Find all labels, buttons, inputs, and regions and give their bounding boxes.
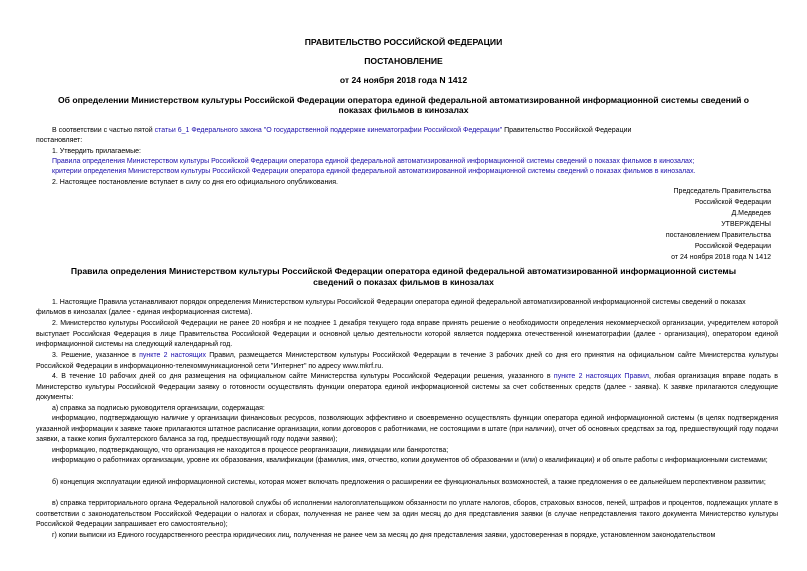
rules-p3: [36, 351, 778, 372]
intro-text-start: В соответствии с частью пятой: [52, 127, 155, 134]
rules-title-line1: Правила определения Министерством культуры Российской Федерации оператора единой федеральной автоматизированной информационной системы: [70, 266, 737, 276]
p3-text-end: Правил, размещается Министерством культуры Российской Федерации в течение 3 рабочих дней со дня его принятия на официальном сайте Министерства культуры Российской Федерации в информационно-телекоммуникационной сети "Интернет" по адресу www.mkrf.ru.: [36, 352, 778, 370]
criteria-link[interactable]: критерии определения Министерством культуры Российской Федерации оператора единой федеральной автоматизированной информационной системы сведений о показах фильмов в кинозалах.: [52, 168, 696, 175]
intro-line2: постановляет:: [36, 137, 83, 144]
rules-item-g: г) копии выписки из Единого государственного реестра юридических лиц, полученная не ранее чем за месяц до дня представления заявки, удостоверенная в порядке, установленном законодательством: [52, 532, 716, 539]
document-title-line2: показах фильмов в кинозалах: [338, 105, 469, 115]
p4-point2-link[interactable]: пункте 2 настоящих Правил: [553, 373, 649, 380]
rules-item-v: в) справка территориального органа Федеральной налоговой службы об исполнении налогоплательщиком обязанности по уплате налогов, сборов, страховых взносов, пеней, штрафов и процентов, подлежащих уплате в соответствии с законодательством Российской Федерации о налогах и сборах, полученная не ранее чем за один месяц до дня представления заявки (в случае непредставления такого документа Министерство культуры Российской Федерации запрашивает его самостоятельно);: [36, 500, 778, 529]
approval-line3: Российской Федерации: [694, 243, 771, 250]
rules-item-a3: информацию о работниках организации, уровне их образования, квалификации (фамилия, имя, отчество, копии документов об образовании и (или) о квалификации) и об опыте работы с информационными системами;: [52, 457, 768, 464]
p3-text-start: 3. Решение, указанное в: [52, 352, 140, 359]
rules-item-a: а) справка за подписью руководителя организации, содержащая:: [52, 405, 265, 412]
approval-line2: постановлением Правительства: [665, 232, 771, 239]
p4-text-start: 4. В течение 10 рабочих дней со дня размещения на официальном сайте Министерства культуры Российской Федерации решения, указанного в: [52, 373, 554, 380]
p4-text-end: , любая организация вправе подать в Министерство культуры Российской Федерации заявку о готовности осуществлять функции оператора единой информационной системы за счет собственных средств (далее - заявка). К заявке прилагаются следующие документы:: [36, 373, 778, 402]
rules-item-b: б) концепция эксплуатации единой информационной системы, которая может включать предложения о расширении ее функциональных возможностей, а также предложения о ее дальнейшем перспективном развитии;: [52, 479, 766, 486]
item1: 1. Утвердить прилагаемые:: [52, 148, 141, 155]
signature-line1: Председатель Правительства: [673, 188, 771, 195]
rules-link[interactable]: Правила определения Министерством культуры Российской Федерации оператора единой федеральной автоматизированной информационной системы сведений о показах фильмов в кинозалах;: [52, 158, 695, 165]
document-type: ПОСТАНОВЛЕНИЕ: [364, 56, 443, 66]
p3-point2-link[interactable]: пункте 2 настоящих: [139, 352, 207, 359]
government-heading: ПРАВИТЕЛЬСТВО РОССИЙСКОЙ ФЕДЕРАЦИИ: [304, 37, 503, 47]
rules-p1-cont: фильмов в кинозалах (далее - единая информационная система).: [36, 309, 253, 316]
approval-line1: УТВЕРЖДЕНЫ: [721, 221, 771, 228]
approval-line4: от 24 ноября 2018 года N 1412: [671, 254, 771, 261]
federal-law-link[interactable]: статьи 6_1 Федерального закона "О государственной поддержке кинематографии Российской Федерации": [154, 127, 503, 134]
intro-text-end: Правительство Российской Федерации: [502, 127, 632, 134]
document-date: от 24 ноября 2018 года N 1412: [339, 75, 468, 85]
rules-p2: 2. Министерство культуры Российской Федерации не ранее 20 ноября и не позднее 1 декабря текущего года вправе принять решение о необходимости определения некоммерческой организации, учредителем которой выступает Российская Федерация в лице Правительства Российской Федерации и основной целью деятельности которой является поддержка отечественной кинематографии (далее - организация), оператором единой информационной системы на следующий календарный год.: [36, 320, 778, 349]
rules-p4: [36, 372, 778, 404]
signature-line2: Российской Федерации: [694, 199, 771, 206]
rules-title-line2: сведений о показах фильмов в кинозалах: [313, 277, 494, 287]
rules-p1: 1. Настоящие Правила устанавливают порядок определения Министерством культуры Российской Федерации оператора единой федеральной автоматизированной информационной системы сведений о показах: [52, 299, 746, 306]
signature-line3: Д.Медведев: [731, 210, 771, 217]
document-title-line1: Об определении Министерством культуры Российской Федерации оператора единой федеральной автоматизированной информационной системы сведений о: [57, 95, 750, 105]
rules-item-a2: информацию, подтверждающую, что организация не находится в процессе реорганизации, ликвидации или банкротства;: [52, 447, 449, 454]
item2: 2. Настоящее постановление вступает в силу со дня его официального опубликования.: [52, 179, 338, 186]
rules-item-a1: информацию, подтверждающую наличие у организации финансовых ресурсов, позволяющих эффективно и своевременно осуществлять функции оператора единой информационной системы (в целях подтверждения указанной информации к заявке также прилагаются штатное расписание организации, копии договоров с работниками, не состоящими в штате (при наличии), отчет об основных средствах за год, предшествующий году подачи заявки, а также копия бухгалтерского баланса за год, предшествующий году подачи заявки);: [36, 415, 778, 444]
